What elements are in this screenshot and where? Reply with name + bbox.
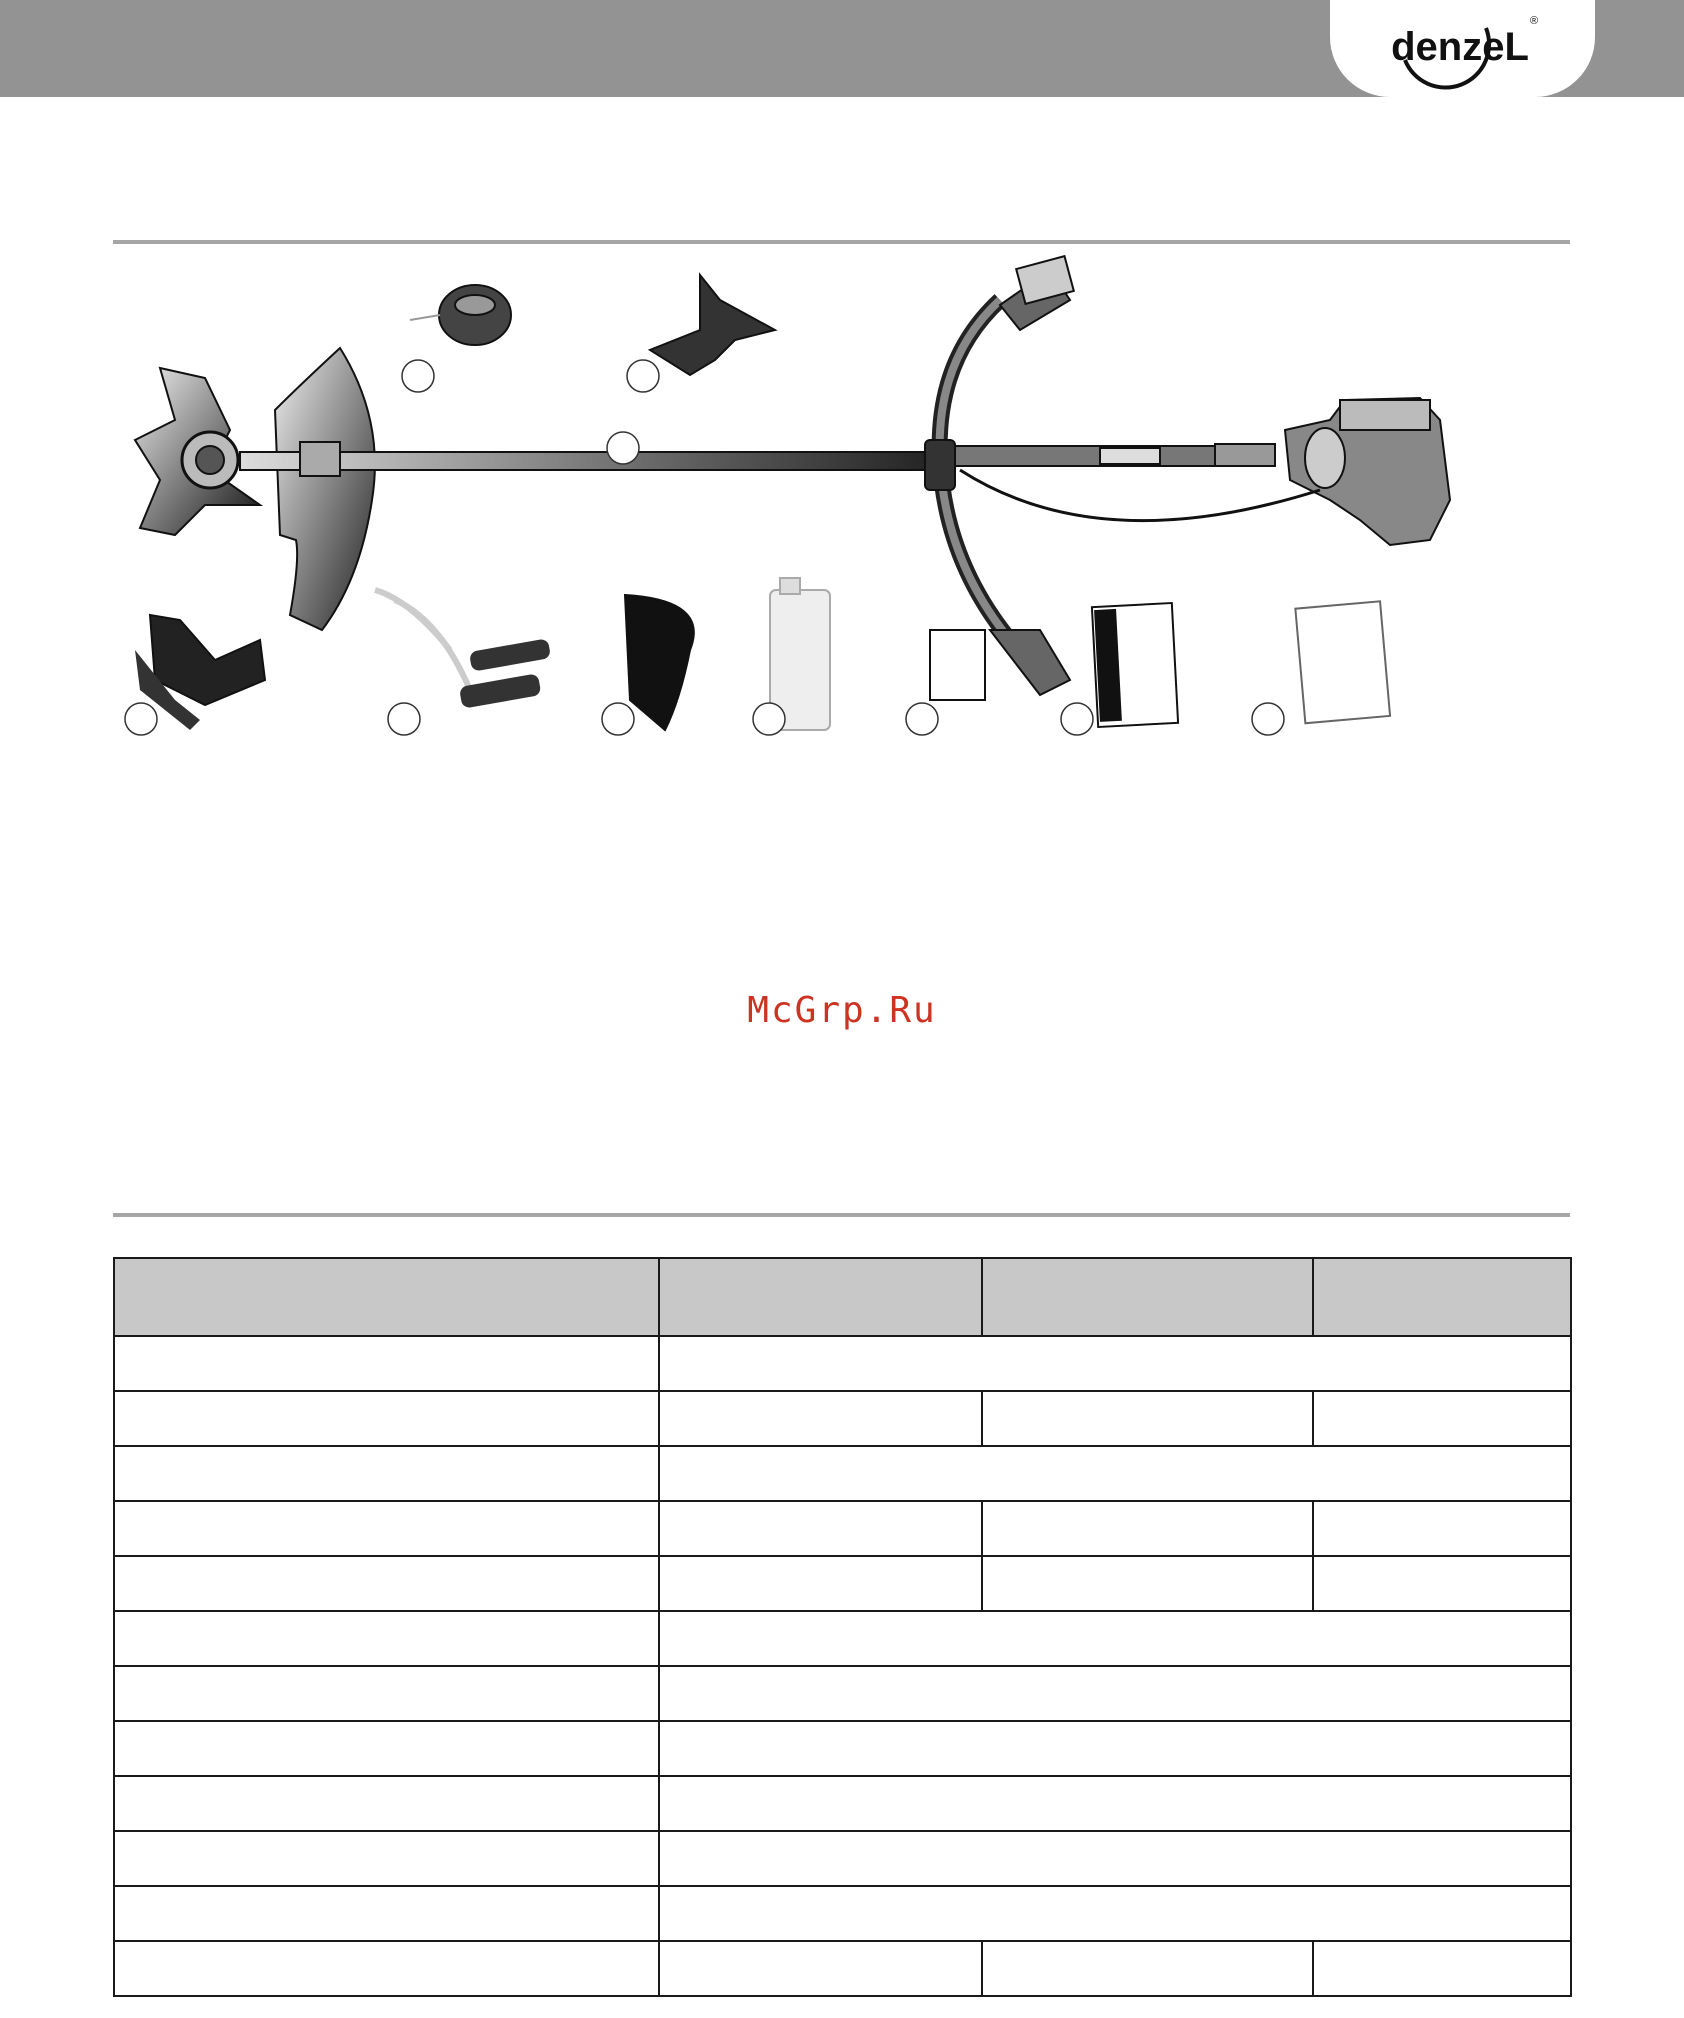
row-label — [114, 1666, 659, 1721]
row-value — [1313, 1391, 1571, 1446]
row-value — [1313, 1941, 1571, 1996]
row-value — [982, 1501, 1313, 1556]
row-value — [659, 1666, 1571, 1721]
table-row — [114, 1336, 1571, 1391]
equipment-illustration — [0, 250, 1684, 750]
shaft — [240, 452, 940, 470]
row-value — [659, 1336, 1571, 1391]
registered-mark: ® — [1530, 15, 1539, 27]
three-tooth-blade — [650, 275, 775, 375]
row-value — [659, 1941, 982, 1996]
row-value — [982, 1391, 1313, 1446]
header-cell — [982, 1258, 1313, 1336]
row-label — [114, 1336, 659, 1391]
handlebar-grips — [375, 590, 551, 709]
table-row — [114, 1666, 1571, 1721]
row-value — [659, 1501, 982, 1556]
table-row — [114, 1611, 1571, 1666]
section-divider-bottom — [113, 1213, 1570, 1217]
row-value — [659, 1721, 1571, 1776]
row-value — [659, 1446, 1571, 1501]
row-label — [114, 1391, 659, 1446]
guard-mounted — [275, 348, 375, 630]
row-label — [114, 1611, 659, 1666]
row-value — [982, 1556, 1313, 1611]
row-value — [659, 1831, 1571, 1886]
row-value — [982, 1941, 1313, 1996]
header-cell — [1313, 1258, 1571, 1336]
logo-text: denzeL — [1391, 25, 1529, 69]
tool-kit — [930, 630, 985, 700]
table-row — [114, 1941, 1571, 1996]
table-row — [114, 1886, 1571, 1941]
row-label — [114, 1501, 659, 1556]
table-row — [114, 1446, 1571, 1501]
trimmer-head — [410, 285, 511, 345]
table-row — [114, 1501, 1571, 1556]
section-divider-top — [113, 240, 1570, 244]
table-row — [114, 1831, 1571, 1886]
header-cell — [659, 1258, 982, 1336]
row-value — [1313, 1556, 1571, 1611]
engine — [1285, 398, 1450, 545]
table-header-row — [114, 1258, 1571, 1336]
row-value — [659, 1391, 982, 1446]
table-row — [114, 1721, 1571, 1776]
brand-logo — [1330, 0, 1595, 97]
watermark: McGrp.Ru — [747, 990, 937, 1031]
row-value — [1313, 1501, 1571, 1556]
row-value — [659, 1611, 1571, 1666]
spec-table — [113, 1257, 1572, 1997]
table-row — [114, 1556, 1571, 1611]
row-label — [114, 1831, 659, 1886]
table-row — [114, 1776, 1571, 1831]
row-label — [114, 1886, 659, 1941]
row-label — [114, 1721, 659, 1776]
header-cell — [114, 1258, 659, 1336]
row-value — [659, 1776, 1571, 1831]
row-value — [659, 1886, 1571, 1941]
warranty-card — [1295, 601, 1390, 723]
row-label — [114, 1446, 659, 1501]
instruction-manual — [1092, 603, 1178, 727]
row-label — [114, 1941, 659, 1996]
row-label — [114, 1776, 659, 1831]
row-value — [659, 1556, 982, 1611]
row-label — [114, 1556, 659, 1611]
table-row — [114, 1391, 1571, 1446]
blade-guard-loose — [625, 595, 694, 730]
